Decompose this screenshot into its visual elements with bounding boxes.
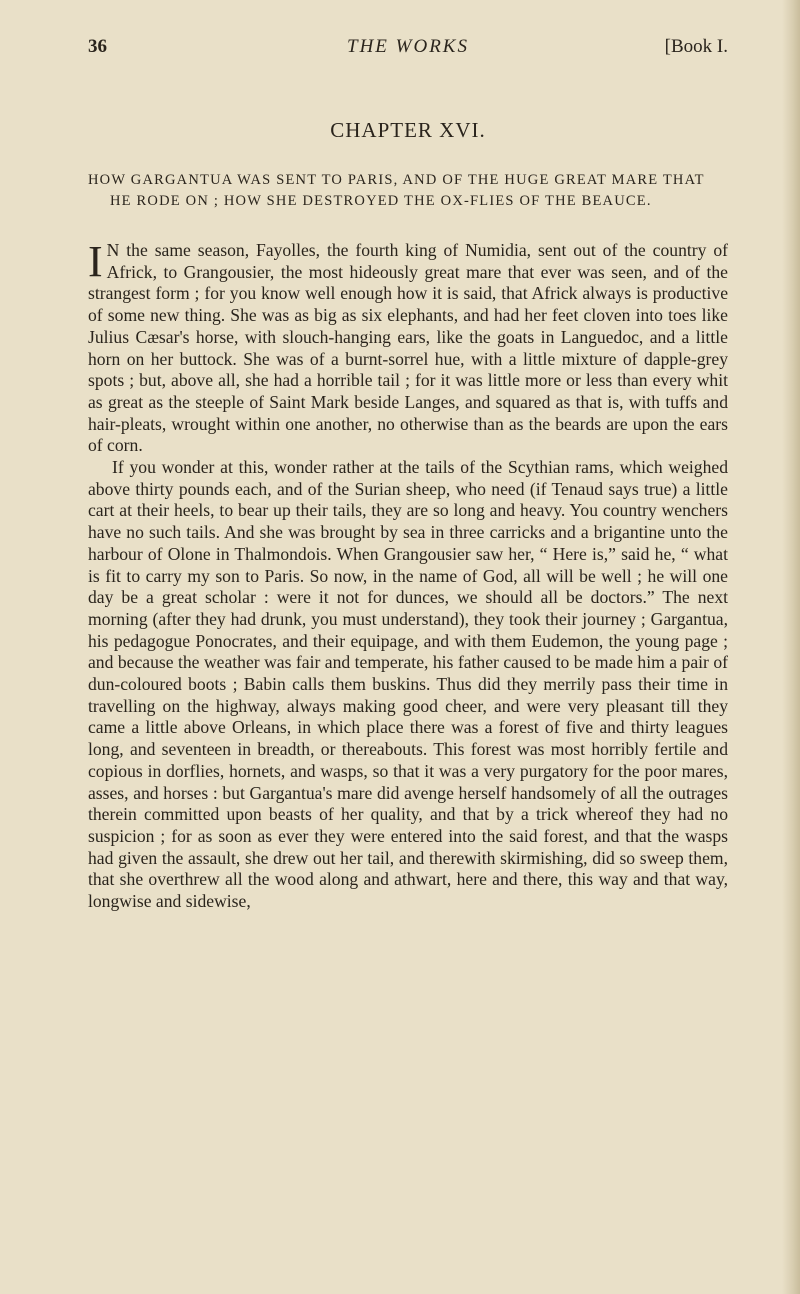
body-text [88,237,728,913]
book-label: [Book I. [664,36,728,57]
paragraph-1: IN the same season, Fayolles, the fourth king of Numidia, sent out of the country of Africk, to Grangousier, the most hideously great mare that ever was seen, and of the strangest form ; for you know well enough how it is said, that Africk always is productive of some new thing. She was as big as six elephants, and had her feet cloven into toes like Julius Cæsar's horse, with slouch-hanging ears, like the goats in Languedoc, and a little horn on her buttock. She was of a burnt-sorrel hue, with a little mixture of dapple-grey spots ; but, above all, she had a horrible tail ; for it was little more or less than every whit as great as the steeple of Saint Mark beside Langes, and squared as that is, with tuffs and hair-pleats, wrought within one another, no otherwise than as the beards are upon the ears of corn. [88,237,728,456]
chapter-subtitle: HOW GARGANTUA WAS SENT TO PARIS, AND OF THE HUGE GREAT MARE THAT HE RODE ON ; HOW SHE DESTROYED THE OX-FLIES OF THE BEAUCE. [88,172,705,209]
running-title: THE WORKS [347,36,469,57]
chapter-title: CHAPTER XVI. [330,118,486,142]
page-edge [782,0,800,1294]
page-number: 36 [88,36,107,57]
running-header [88,36,728,64]
paragraph-2: If you wonder at this, wonder rather at the tails of the Scythian rams, which weighed above thirty pounds each, and of the Surian sheep, who need (if Tenaud says true) a little cart at their heels, to bear up their tails, they are so long and heavy. You country wenchers have no such tails. And she was brought by sea in three carricks and a brigantine unto the harbour of Olone in Thalmondois. When Grangousier saw her, “ Here is,” said he, “ what is fit to carry my son to Paris. So now, in the name of God, all will be well ; he will one day be a great scholar : were it not for dunces, we should all be doctors.” The next morning (after they had drunk, you must understand), they took their journey ; Gargantua, his pedagogue Ponocrates, and their equipage, and with them Eudemon, the young page ; and because the weather was fair and temperate, his father caused to be made him a pair of dun-coloured boots ; Babin calls them buskins. Thus did they merrily pass their time in travelling on the highway, always making good cheer, and were very pleasant till they came a little above Orleans, in which place there was a forest of five and thirty leagues long, and seventeen in breadth, or thereabouts. This forest was most horribly fertile and copious in dorflies, hornets, and wasps, so that it was a very purgatory for the poor mares, asses, and horses : but Gargantua's mare did avenge herself handsomely of all the outrages therein committed upon beasts of her quality, and that by a trick whereof they had no suspicion ; for as soon as ever they were entered into the said forest, and that the wasps had given the assault, she drew out her tail, and therewith skirmishing, did so sweep them, that she overthrew all the wood along and athwart, here and there, this way and that way, longwise and sidewise, [88,457,728,912]
